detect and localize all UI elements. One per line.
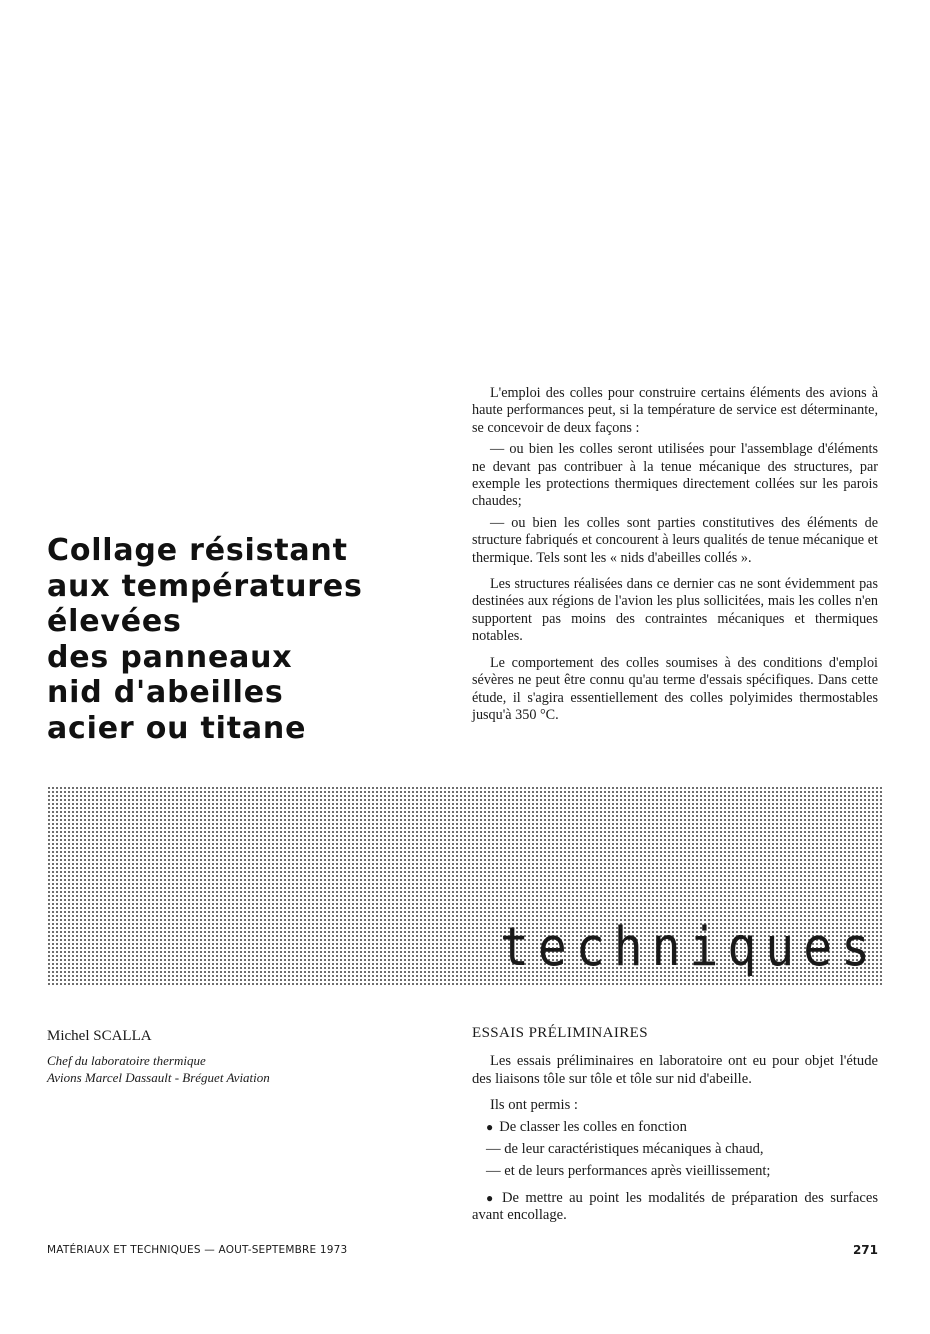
- list-item-text: De classer les colles en fonction: [499, 1119, 687, 1136]
- title-line: nid d'abeilles: [47, 675, 284, 710]
- list-item: [472, 1190, 878, 1226]
- section-heading: ESSAIS PRÉLIMINAIRES: [472, 1025, 648, 1041]
- list-item: [472, 1141, 878, 1159]
- title-line: Collage résistant: [47, 533, 348, 568]
- page-number: 271: [852, 1243, 878, 1257]
- title-line: aux températures: [47, 568, 363, 604]
- page-footer: [47, 1243, 878, 1261]
- author-role: Chef du laboratoire thermique: [47, 1053, 206, 1068]
- body-paragraph: Les essais préliminaires en laboratoire ont eu pour objet l'étude des liaisons tôle sur tôle et tôle sur nid d'abeille.: [472, 1052, 878, 1087]
- list-item: [472, 1163, 878, 1181]
- author-name: Michel SCALLA: [47, 1028, 152, 1044]
- list-item-text: — de leur caractéristiques mécaniques à chaud,: [486, 1140, 764, 1157]
- body-paragraph: Ils ont permis :: [490, 1097, 578, 1114]
- intro-paragraph: — ou bien les colles sont parties constitutives des éléments de structure fabriqués et concourent à leurs qualités de tenue mécanique et thermique. Tels sont les « nids d'abeilles collés ».: [472, 514, 878, 566]
- section-label: techniques: [500, 915, 879, 979]
- bullet-icon: ●: [486, 1190, 496, 1205]
- title-line: acier ou titane: [47, 710, 307, 746]
- section-column: [472, 1025, 878, 1225]
- title-line: élevées: [47, 604, 182, 639]
- title-line: des panneaux: [47, 639, 293, 675]
- halftone-section-band: [47, 786, 883, 986]
- results-list: [472, 1119, 878, 1225]
- intro-paragraph: Le comportement des colles soumises à des conditions d'emploi sévères ne peut être connu qu'au terme d'essais spécifiques. Dans cette étude, il s'agira essentiellement des colles polyimides thermostables jusqu'à 350 °C.: [472, 654, 878, 723]
- list-item: [472, 1119, 878, 1137]
- intro-paragraph: — ou bien les colles seront utilisées pour l'assemblage d'éléments ne devant pas contribuer à la tenue mécanique des structures, par exemple les protections thermiques directement collées sur les parois chaudes;: [472, 441, 878, 510]
- list-item-text: — et de leurs performances après vieillissement;: [486, 1162, 771, 1179]
- intro-paragraph: L'emploi des colles pour construire certains éléments des avions à haute performances peut, si la température de service est déterminante, se concevoir de deux façons :: [472, 385, 878, 436]
- article-title: [47, 533, 427, 746]
- journal-name: MATÉRIAUX ET TECHNIQUES — AOUT-SEPTEMBRE 1973: [47, 1244, 348, 1256]
- author-block: [47, 1027, 427, 1086]
- intro-column: [472, 385, 878, 724]
- bullet-icon: ●: [486, 1120, 494, 1135]
- intro-paragraph: Les structures réalisées dans ce dernier cas ne sont évidemment pas destinées aux régions de l'avion les plus sollicitées, mais les colles n'en supportent pas moins des contraintes mécaniques et thermiques notables.: [472, 576, 878, 645]
- list-item-text: De mettre au point les modalités de préparation des surfaces avant encollage.: [472, 1189, 879, 1224]
- author-affiliation: Avions Marcel Dassault - Bréguet Aviation: [47, 1070, 270, 1085]
